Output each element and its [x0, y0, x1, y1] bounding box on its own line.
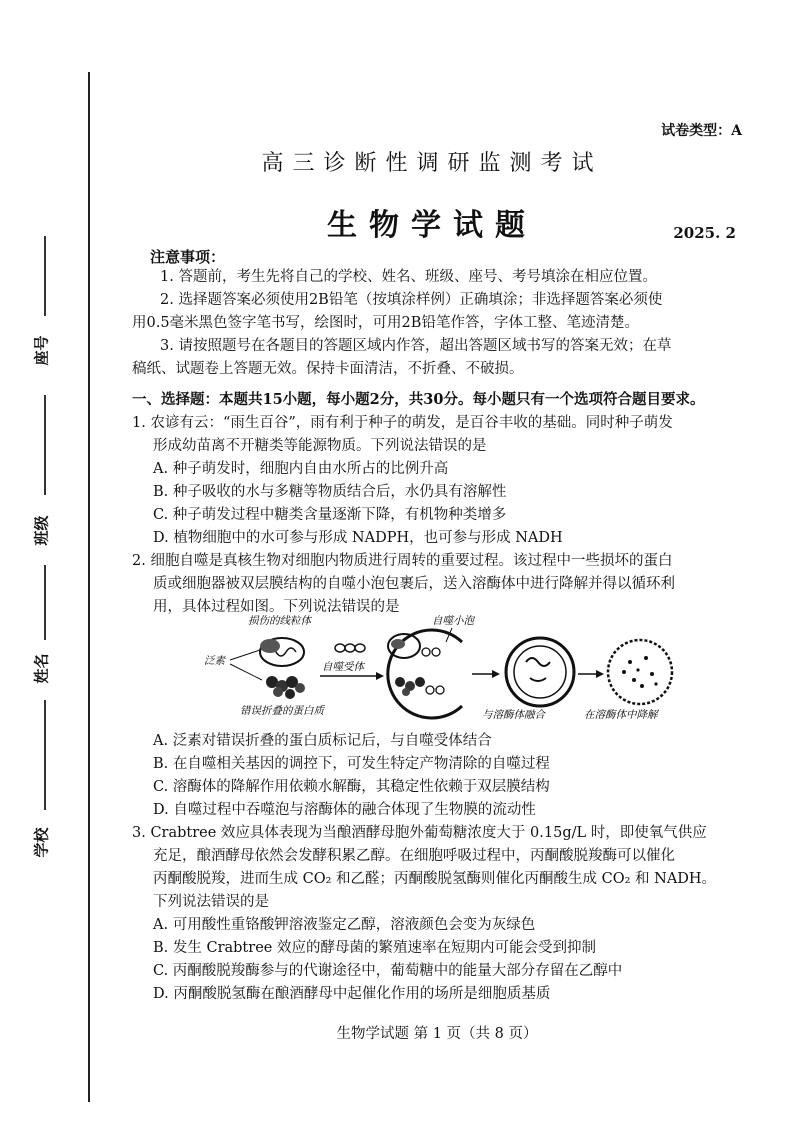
- school-label: 学校: [32, 827, 51, 858]
- note-3b: 稿纸、试题卷上答题无效。保持卡面清洁，不折叠、不破损。: [132, 361, 524, 377]
- seat-blank: [44, 236, 46, 316]
- note-3a: 3. 请按照题号在各题目的答题区域内作答，超出答题区域书写的答案无效；在草: [160, 338, 672, 354]
- page-footer: 生物学试题 第 1 页（共 8 页）: [336, 1026, 538, 1042]
- label-degrade: 在溶酶体中降解: [584, 709, 658, 721]
- q1-option-a: A. 种子萌发时，细胞内自由水所占的比例升高: [153, 461, 449, 477]
- notes-title: 注意事项：: [150, 248, 226, 266]
- q3-option-a: A. 可用酸性重铬酸钾溶液鉴定乙醇，溶液颜色会变为灰绿色: [153, 917, 536, 933]
- autophagy-receptor: [335, 644, 365, 652]
- class-blank: [44, 395, 46, 495]
- subject-title: 生物学试题: [327, 208, 537, 243]
- name-label: 姓名: [32, 653, 51, 684]
- label-vesicle: 自噬小泡: [432, 615, 474, 627]
- note-2b: 用0.5毫米黑色签字笔书写，绘图时，可用2B铅笔作答，字体工整、笔迹清楚。: [132, 315, 639, 331]
- paper-type: 试卷类型：A: [661, 123, 742, 139]
- autophagosome: [388, 630, 462, 718]
- q3-stem-1: 3. Crabtree 效应具体表现为当酿酒酵母胞外葡萄糖浓度大于 0.15g/L 时，即使氧气供应: [132, 825, 707, 841]
- label-damaged-mito: 损伤的线粒体: [248, 615, 311, 627]
- seat-label: 座号: [32, 335, 51, 366]
- class-label: 班级: [32, 515, 51, 546]
- q2-stem-2: 质或细胞器被双层膜结构的自噬小泡包裹后，送入溶酶体中进行降解并得以循环利: [153, 576, 675, 592]
- q2-option-d: D. 自噬过程中吞噬泡与溶酶体的融合体现了生物膜的流动性: [153, 802, 536, 818]
- misfolded-protein: [266, 676, 305, 699]
- q1-option-d: D. 植物细胞中的水可参与形成 NADPH，也可参与形成 NADH: [153, 530, 563, 546]
- exam-name: 高三诊断性调研监测考试: [261, 151, 603, 176]
- school-blank: [44, 700, 46, 810]
- exam-date: 2025. 2: [673, 224, 736, 242]
- q3-option-b: B. 发生 Crabtree 效应的酵母菌的繁殖速率在短期内可能会受到抑制: [153, 940, 596, 956]
- name-blank: [44, 565, 46, 640]
- q2-stem-1: 2. 细胞自噬是真核生物对细胞内物质进行周转的重要过程。该过程中一些损坏的蛋白: [132, 553, 673, 569]
- label-fuse: 与溶酶体融合: [482, 709, 545, 721]
- autophagy-diagram: [200, 612, 680, 724]
- q2-stem-3: 用，具体过程如图。下列说法错误的是: [153, 599, 400, 615]
- degraded-contents: [608, 640, 672, 704]
- q1-stem-1: 1. 农谚有云：“雨生百谷”，雨有利于种子的萌发，是百谷丰收的基础。同时种子萌发: [132, 415, 673, 431]
- note-1: 1. 答题前，考生先将自己的学校、姓名、班级、座号、考号填涂在相应位置。: [160, 269, 657, 285]
- label-ubiquitin: 泛素: [204, 655, 225, 667]
- q3-option-c: C. 丙酮酸脱羧酶参与的代谢途径中，葡萄糖中的能量大部分存留在乙醇中: [153, 963, 623, 979]
- q1-option-c: C. 种子萌发过程中糖类含量逐渐下降，有机物种类增多: [153, 507, 507, 523]
- q2-option-b: B. 在自噬相关基因的调控下，可发生特定产物清除的自噬过程: [153, 756, 550, 772]
- label-misfolded: 错误折叠的蛋白质: [240, 705, 324, 717]
- q2-option-c: C. 溶酶体的降解作用依赖水解酶，其稳定性依赖于双层膜结构: [153, 779, 550, 795]
- damaged-mitochondrion: [260, 638, 304, 666]
- q3-stem-4: 下列说法错误的是: [153, 894, 269, 910]
- label-receptor: 自噬受体: [322, 661, 364, 673]
- q3-stem-2: 充足，酿酒酵母依然会发酵积累乙醇。在细胞呼吸过程中，丙酮酸脱羧酶可以催化: [153, 848, 675, 864]
- q1-stem-2: 形成幼苗离不开糖类等能源物质。下列说法错误的是: [153, 438, 487, 454]
- note-2a: 2. 选择题答案必须使用2B铅笔（按填涂样例）正确填涂；非选择题答案必须使: [160, 292, 663, 308]
- fused-lysosome: [506, 638, 574, 706]
- q3-stem-3: 丙酮酸脱羧，进而生成 CO₂ 和乙醛；丙酮酸脱氢酶则催化丙酮酸生成 CO₂ 和 NADH。: [153, 871, 717, 887]
- q1-option-b: B. 种子吸收的水与多糖等物质结合后，水仍具有溶解性: [153, 484, 507, 500]
- section-heading: 一、选择题：本题共15小题，每小题2分，共30分。每小题只有一个选项符合题目要求。: [132, 391, 705, 408]
- q2-option-a: A. 泛素对错误折叠的蛋白质标记后，与自噬受体结合: [153, 733, 492, 749]
- q3-option-d: D. 丙酮酸脱氢酶在酿酒酵母中起催化作用的场所是细胞质基质: [153, 986, 551, 1002]
